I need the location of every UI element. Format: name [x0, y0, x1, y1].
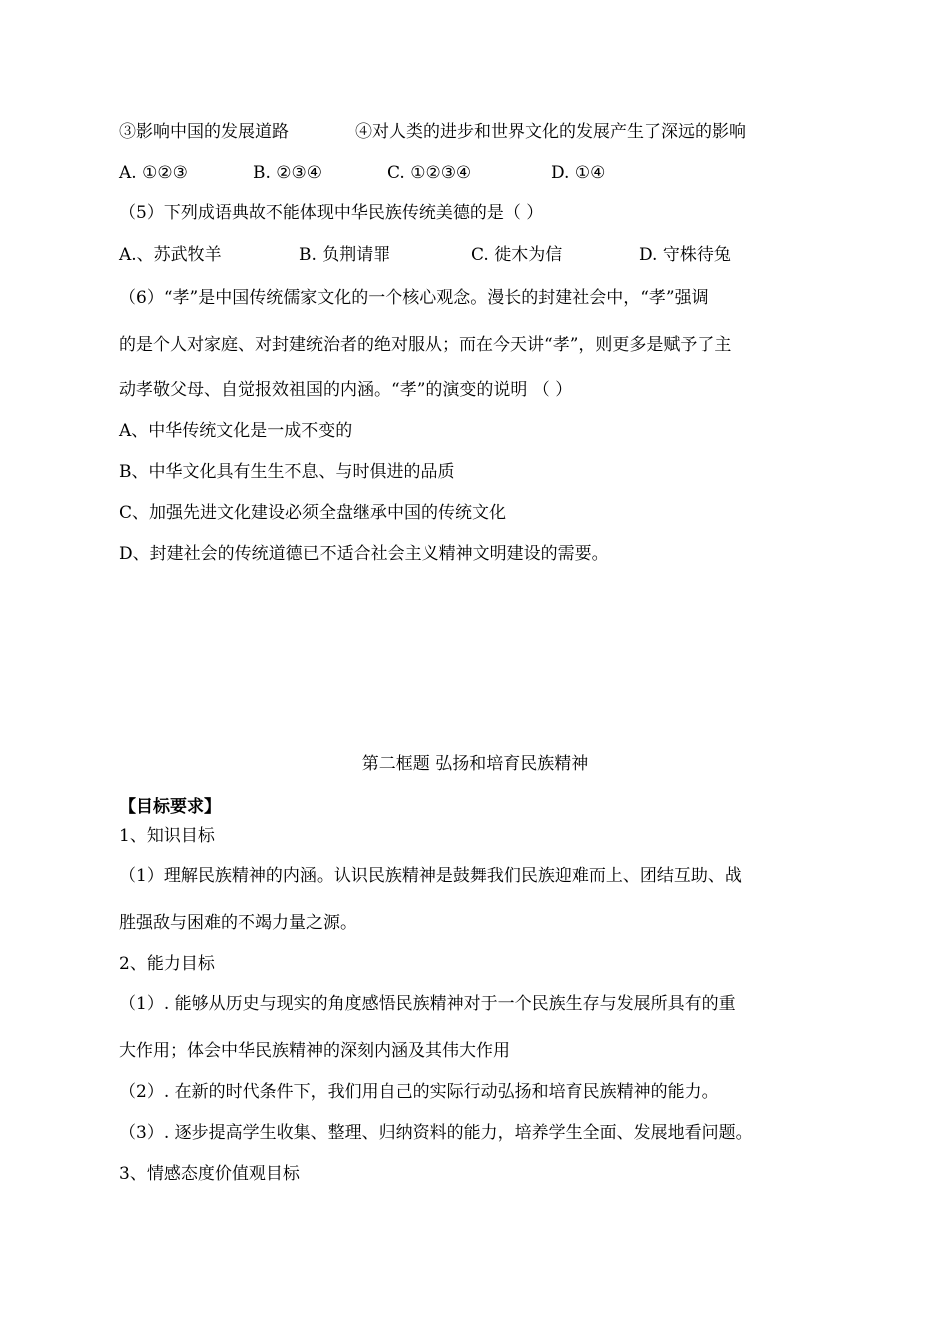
q4-choice-c: C. ①②③④	[387, 163, 472, 183]
goals-heading: 【目标要求】	[119, 797, 221, 817]
ability-goal-2: （2）. 在新的时代条件下，我们用自己的实际行动弘扬和培育民族精神的能力。	[119, 1082, 719, 1102]
q5-choice-c: C. 徙木为信	[471, 245, 563, 265]
q6-choice-d: D、封建社会的传统道德已不适合社会主义精神文明建设的需要。	[119, 544, 609, 564]
q5-choice-d: D. 守株待兔	[639, 245, 731, 265]
question5-choices	[119, 244, 731, 266]
q4-choice-b: B. ②③④	[253, 163, 323, 183]
question6-line-2: 的是个人对家庭、对封建统治者的绝对服从；而在今天讲“孝”，则更多是赋予了主	[119, 335, 732, 355]
ability-goal-1-line-1: （1）. 能够从历史与现实的角度感悟民族精神对于一个民族生存与发展所具有的重	[119, 994, 736, 1014]
question4-choices	[119, 162, 605, 184]
knowledge-goal-1-line-1: （1）理解民族精神的内涵。认识民族精神是鼓舞我们民族迎难而上、团结互助、战	[119, 866, 742, 886]
ability-heading: 2、能力目标	[119, 954, 215, 974]
q6-choice-c: C、加强先进文化建设必须全盘继承中国的传统文化	[119, 503, 507, 523]
values-heading: 3、情感态度价值观目标	[119, 1164, 300, 1184]
item-4-text: ④对人类的进步和世界文化的发展产生了深远的影响	[355, 122, 746, 142]
knowledge-goal-1-line-2: 胜强敌与困难的不竭力量之源。	[119, 913, 357, 933]
q5-choice-a: A.、苏武牧羊	[119, 245, 222, 265]
q6-choice-b: B、中华文化具有生生不息、与时俱进的品质	[119, 462, 455, 482]
section-title: 第二框题 弘扬和培育民族精神	[361, 754, 589, 774]
q5-choice-b: B. 负荆请罪	[299, 245, 391, 265]
q4-choice-d: D. ①④	[551, 163, 606, 183]
q6-choice-a: A、中华传统文化是一成不变的	[119, 421, 353, 441]
question5-stem: （5）下列成语典故不能体现中华民族传统美德的是（ ）	[119, 203, 544, 223]
question6-line-1: （6）“孝”是中国传统儒家文化的一个核心观念。漫长的封建社会中，“孝”强调	[119, 288, 709, 308]
item-3-text: ③影响中国的发展道路	[119, 122, 289, 142]
knowledge-heading: 1、知识目标	[119, 826, 215, 846]
question4-option-line	[119, 121, 746, 143]
q4-choice-a: A. ①②③	[119, 163, 188, 183]
ability-goal-1-line-2: 大作用；体会中华民族精神的深刻内涵及其伟大作用	[119, 1041, 510, 1061]
question6-line-3: 动孝敬父母、自觉报效祖国的内涵。“孝”的演变的说明 （ ）	[119, 380, 573, 400]
ability-goal-3: （3）. 逐步提高学生收集、整理、归纳资料的能力，培养学生全面、发展地看问题。	[119, 1123, 753, 1143]
